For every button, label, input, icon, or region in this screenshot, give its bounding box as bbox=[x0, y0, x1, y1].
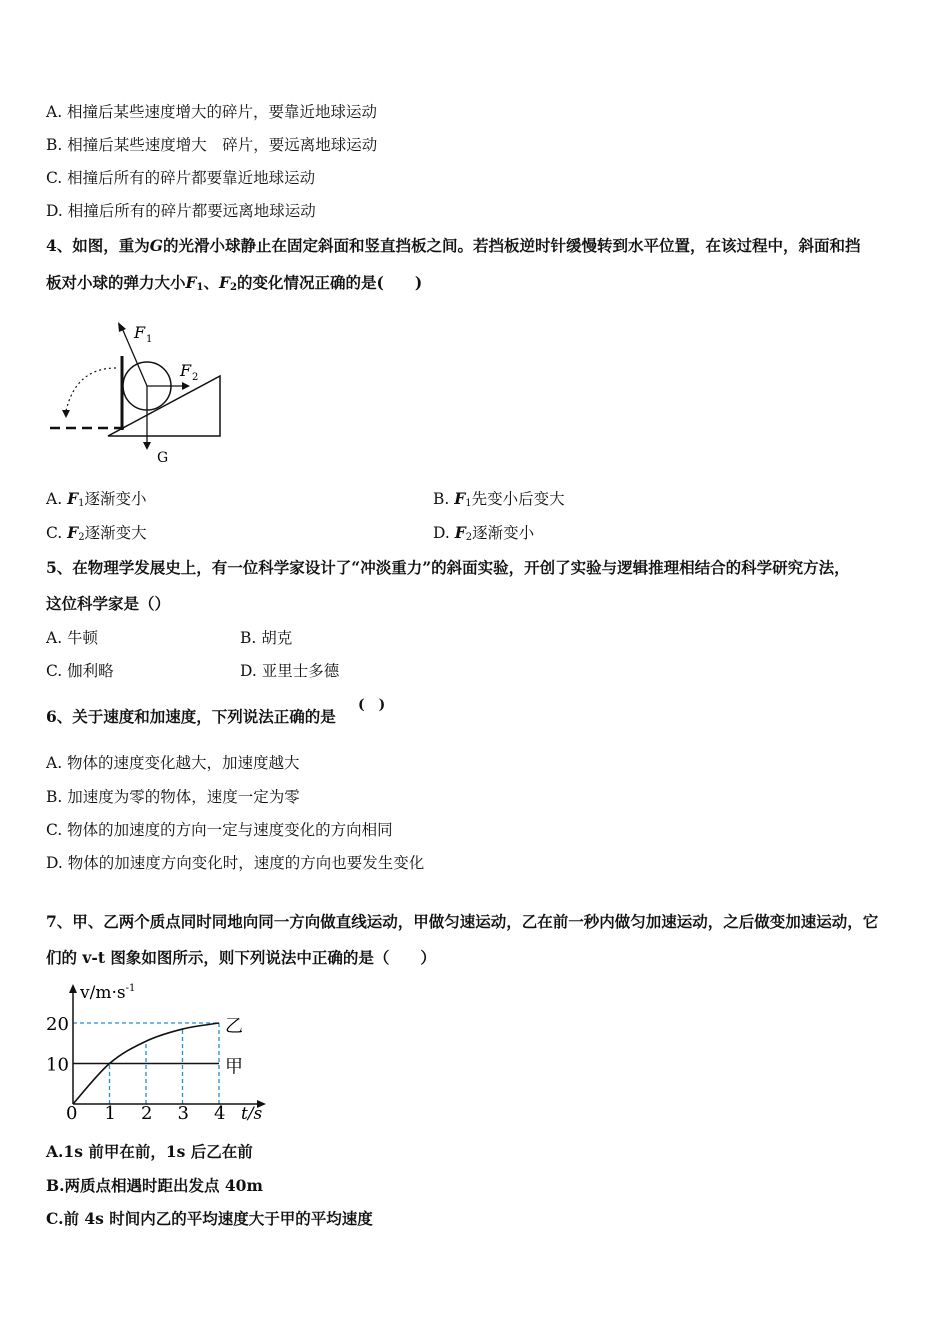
q4-f1-sub: 1 bbox=[196, 282, 204, 293]
q3-option-a: A. 相撞后某些速度增大的碎片，要靠近地球运动 bbox=[46, 103, 378, 121]
q4-option-a-text: 逐渐变小 bbox=[84, 490, 147, 508]
q4-option-b bbox=[433, 489, 565, 514]
q4-f2-symbol: F bbox=[219, 273, 231, 292]
q7-option-c: C.前 4s 时间内乙的平均速度大于甲的平均速度 bbox=[46, 1209, 373, 1228]
q4-option-a-sub: 1 bbox=[78, 498, 85, 509]
g-arrowhead bbox=[143, 442, 151, 450]
rotation-arrowhead bbox=[62, 410, 70, 418]
series-label-jia: 甲 bbox=[225, 1056, 243, 1078]
q4-option-b-letter: B. bbox=[433, 490, 455, 508]
q6-answer-paren: ( ) bbox=[358, 697, 386, 713]
chart-series bbox=[73, 1023, 219, 1104]
rotation-arc bbox=[66, 368, 116, 411]
q4-stem-line1 bbox=[46, 236, 861, 256]
q4-f1-symbol: F bbox=[185, 273, 197, 292]
g-label: G bbox=[157, 450, 169, 464]
q4-option-d bbox=[433, 523, 534, 548]
q4-incline-figure bbox=[46, 316, 226, 464]
q4-weight-symbol: G bbox=[149, 236, 164, 255]
q5-option-c: C. 伽利略 bbox=[46, 662, 114, 680]
y-axis-label bbox=[79, 983, 135, 1003]
y-axis-label-exp: -1 bbox=[125, 983, 136, 994]
x-tick-label-4: 4 bbox=[214, 1103, 226, 1124]
q4-f2-sub: 2 bbox=[230, 282, 237, 293]
q5-stem-line2: 这位科学家是（） bbox=[46, 594, 171, 613]
y-tick-label-10: 10 bbox=[46, 1054, 69, 1076]
q4-option-c-sub: 2 bbox=[78, 532, 85, 543]
x-tick-label-2: 2 bbox=[141, 1103, 153, 1124]
f2-label-sub: 2 bbox=[192, 372, 199, 383]
q7-vt-chart bbox=[40, 978, 280, 1128]
q5-option-a: A. 牛顿 bbox=[46, 629, 99, 647]
q4-option-d-sub: 2 bbox=[465, 532, 473, 543]
q6-option-b: B. 加速度为零的物体，速度一定为零 bbox=[46, 788, 300, 806]
q4-option-c-f: F bbox=[67, 523, 79, 542]
q4-sep: 、 bbox=[203, 273, 220, 292]
x-axis-label: t/s bbox=[241, 1104, 263, 1124]
f1-arrowhead bbox=[118, 322, 126, 332]
f2-arrowhead bbox=[182, 382, 190, 390]
y-axis-label-main: v/m·s bbox=[80, 983, 126, 1003]
x-tick-label-1: 1 bbox=[104, 1103, 116, 1124]
q7-stem-line1: 7、甲、乙两个质点同时同地向同一方向做直线运动，甲做匀速运动，乙在前一秒内做匀加速运动，之后做变加速运动，它 bbox=[46, 912, 879, 931]
q4-option-c-text: 逐渐变大 bbox=[84, 524, 147, 542]
q7-option-b: B.两质点相遇时距出发点 40m bbox=[46, 1176, 263, 1195]
q5-option-b: B. 胡克 bbox=[240, 629, 293, 647]
q5-option-d: D. 亚里士多德 bbox=[240, 662, 340, 680]
q6-stem: 6、关于速度和加速度，下列说法正确的是 bbox=[46, 707, 336, 726]
series-label-yi: 乙 bbox=[225, 1016, 243, 1037]
q4-stem-text: 的变化情况正确的是( ) bbox=[237, 273, 423, 292]
q4-stem-text: 的光滑小球静止在固定斜面和竖直挡板之间。若挡板逆时针缓慢转到水平位置，在该过程中，斜面和挡 bbox=[163, 236, 861, 255]
incline-triangle bbox=[108, 376, 220, 436]
q6-option-d: D. 物体的加速度方向变化时，速度的方向也要发生变化 bbox=[46, 854, 425, 872]
x-tick-label-0: 0 bbox=[66, 1103, 78, 1124]
q4-option-d-f: F bbox=[454, 523, 466, 542]
q4-option-a bbox=[46, 489, 146, 514]
q7-option-a: A.1s 前甲在前，1s 后乙在前 bbox=[46, 1142, 253, 1161]
y-axis-arrowhead bbox=[69, 984, 77, 993]
y-tick-label-20: 20 bbox=[46, 1014, 69, 1035]
q4-option-c-letter: C. bbox=[46, 524, 68, 542]
q4-option-d-text: 逐渐变小 bbox=[472, 524, 535, 542]
q4-stem-text: 4、如图，重为 bbox=[46, 236, 150, 255]
x-tick-label-3: 3 bbox=[177, 1103, 189, 1124]
q4-option-b-f: F bbox=[454, 489, 466, 508]
chart-labels bbox=[46, 983, 263, 1124]
q4-option-b-text: 先变小后变大 bbox=[471, 490, 565, 508]
q4-option-d-letter: D. bbox=[433, 524, 455, 542]
q6-option-a: A. 物体的速度变化越大，加速度越大 bbox=[46, 754, 300, 772]
f2-label: F bbox=[180, 361, 192, 380]
q4-stem-text: 板对小球的弹力大小 bbox=[46, 273, 186, 292]
q4-option-a-letter: A. bbox=[46, 490, 68, 508]
q4-option-b-sub: 1 bbox=[465, 498, 472, 509]
f1-label: F bbox=[134, 323, 146, 342]
q4-option-a-f: F bbox=[67, 489, 79, 508]
q5-stem-line1: 5、在物理学发展史上，有一位科学家设计了“冲淡重力”的斜面实验，开创了实验与逻辑推理相结合的科学研究方法， bbox=[46, 558, 850, 577]
f1-label-sub: 1 bbox=[146, 334, 153, 345]
q3-option-c: C. 相撞后所有的碎片都要靠近地球运动 bbox=[46, 169, 316, 187]
q7-stem-line2: 们的 v-t 图象如图所示，则下列说法中正确的是（ ） bbox=[46, 948, 436, 967]
q3-option-d: D. 相撞后所有的碎片都要远离地球运动 bbox=[46, 202, 316, 220]
q6-option-c: C. 物体的加速度的方向一定与速度变化的方向相同 bbox=[46, 821, 393, 839]
q4-stem-line2 bbox=[46, 273, 422, 298]
q3-option-b: B. 相撞后某些速度增大 碎片，要远离地球运动 bbox=[46, 136, 378, 154]
q4-option-c bbox=[46, 523, 147, 548]
